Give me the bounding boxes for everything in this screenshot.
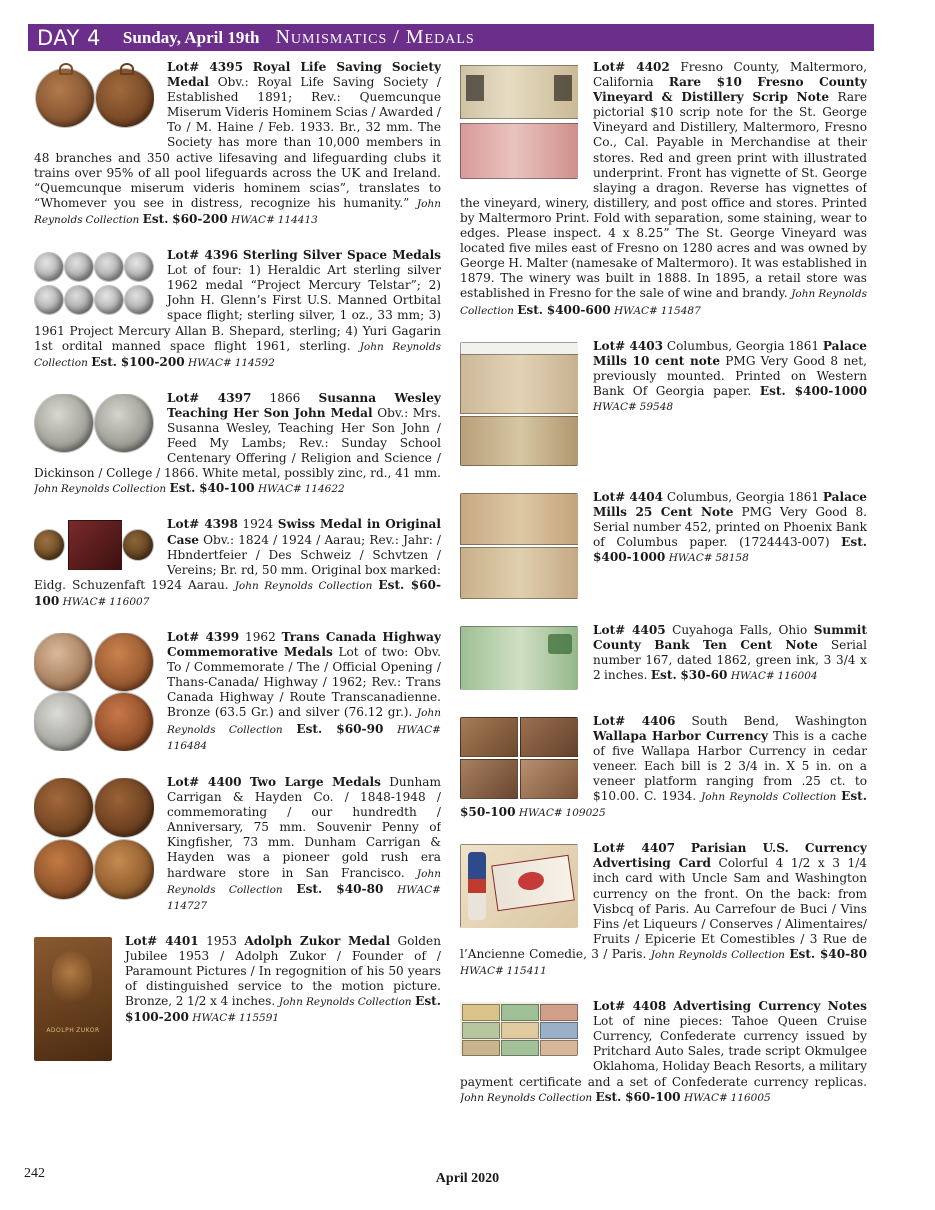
lot-4397-image[interactable]: [34, 394, 154, 454]
lot-hwac: HWAC# 109025: [518, 807, 606, 820]
lot-lead: 1962: [245, 630, 276, 644]
lot-title: Wallapa Harbor Currency: [593, 728, 769, 743]
lot-title: Summit County Bank Ten Cent Note: [593, 622, 867, 652]
lot-desc: This is a cache of five Wallapa Harbor Currency in cedar veneer. Each bill is 2 3/4 in. X 5 in. on a veneer platform ranging from .25 ct. to $10.00. C. 1934.: [593, 728, 867, 804]
lot-4408-image[interactable]: [460, 1002, 578, 1056]
issue-date: April 2020: [435, 1171, 500, 1186]
lot-collection: John Reynolds Collection: [650, 948, 785, 961]
lot-title: Adolph Zukor Medal: [244, 933, 391, 948]
lot-desc: PMG Very Good 8. Serial number 452, printed on Phoenix Bank of Columbus paper. (1724443-007): [593, 504, 867, 549]
lot-hwac: HWAC# 116484: [167, 723, 441, 752]
lot-collection: John Reynolds Collection: [34, 340, 441, 369]
lot-hwac: HWAC# 114727: [167, 883, 441, 912]
lot-number: Lot# 4401: [125, 933, 199, 948]
lot-lead: Columbus, Georgia 1861: [666, 489, 820, 504]
lot-hwac: HWAC# 116004: [730, 669, 818, 682]
lot-number: Lot# 4407: [593, 841, 676, 856]
lot-entry: [460, 999, 867, 1106]
lot-number: Lot# 4404: [593, 489, 664, 504]
lot-entry: [460, 623, 867, 694]
lot-estimate: Est. $50-100: [460, 789, 867, 820]
lot-desc: Lot of nine pieces: Tahoe Queen Cruise Currency, Confederate currency issued by Pritchard Auto Sales, trade script Okmulgee Oklahoma, Holiday Beach Resorts, a military payment certificate and a set of Confederate currency replicas.: [460, 1014, 867, 1089]
lot-number: Lot# 4408: [593, 999, 667, 1014]
lot-number: Lot# 4402: [593, 60, 670, 74]
lot-lead: Columbus, Georgia 1861: [666, 338, 820, 353]
lot-number: Lot# 4400: [167, 775, 242, 789]
lot-title: Two Large Medals: [249, 775, 381, 789]
lot-4399-image[interactable]: [34, 633, 154, 751]
lot-title: Susanna Wesley Teaching Her Son John Medal: [167, 390, 441, 420]
lot-lead: 1953: [206, 933, 237, 948]
lot-title: Palace Mills 25 Cent Note: [593, 489, 867, 519]
lot-collection: John Reynolds Collection: [234, 579, 373, 592]
lot-lead: 1866: [269, 390, 301, 405]
lot-number: Lot# 4397: [167, 390, 252, 405]
lot-desc: Rare pictorial $10 scrip note for the St. George Vineyard and Distillery, Maltermoro, Fresno Co., Cal. Payable in Merchandise at their stores. Red and green print with illustrated underprint. Front has vignette of St. George slaying a dragon. Reverse has vignettes of the vineyard, winery, distillery, and post office and stores. Printed by Maltermoro Print. Fold with separation, some staining, wear to edges. Please inspect. 4 x 8.25” The St. George Vineyard was located five miles east of Fresno on 1280 acres and was owned by George H. Malter (namesake of Maltermoro). It was established in 1879. The winery was built in 1888. In 1895, a retail store was established in Fresno for the sale of wine and brandy.: [460, 90, 867, 301]
lot-entry: [34, 934, 441, 1065]
lot-estimate: Est. $40-100: [169, 481, 255, 496]
lot-entry: [34, 60, 441, 228]
lot-entry: [34, 517, 441, 610]
lot-4404-image[interactable]: [460, 493, 578, 599]
lot-title: Royal Life Saving Society Medal: [167, 60, 441, 90]
lot-collection: John Reynolds Collection: [460, 1091, 593, 1104]
lot-hwac: HWAC# 116005: [683, 1091, 771, 1104]
lot-hwac: HWAC# 114622: [257, 483, 345, 496]
lot-4406-image[interactable]: [460, 717, 578, 799]
lot-entry: [460, 60, 867, 319]
lot-estimate: Est. $400-1000: [593, 534, 867, 564]
lot-collection: John Reynolds Collection: [167, 867, 441, 896]
lot-estimate: Est. $40-80: [789, 946, 867, 961]
lot-4396-image[interactable]: [34, 251, 154, 317]
lot-hwac: HWAC# 59548: [593, 400, 674, 413]
section-header-bar: [28, 24, 874, 51]
plaque-text: ADOLPH ZUKOR: [46, 1026, 100, 1034]
lot-title: Advertising Currency Notes: [673, 999, 867, 1014]
lot-collection: John Reynolds Collection: [167, 707, 441, 736]
left-column: [34, 60, 441, 1085]
section-title: Numismatics / Medals: [275, 26, 475, 48]
day-label: DAY 4: [37, 25, 101, 50]
lot-entry: [460, 339, 867, 470]
lot-lead: South Bend, Washington: [691, 713, 867, 728]
lot-number: Lot# 4395: [167, 60, 244, 74]
lot-entry: [34, 391, 441, 498]
lot-4402-image[interactable]: [460, 63, 578, 179]
lot-entry: [34, 630, 441, 755]
lot-number: Lot# 4403: [593, 338, 664, 353]
lot-number: Lot# 4406: [593, 713, 676, 728]
lot-collection: John Reynolds Collection: [34, 483, 167, 496]
lot-number: Lot# 4399: [167, 630, 240, 644]
lot-lead: 1924: [242, 517, 274, 532]
lot-hwac: HWAC# 115487: [614, 304, 701, 317]
lot-title: Palace Mills 10 cent note: [593, 338, 867, 368]
lot-hwac: HWAC# 114592: [188, 356, 275, 369]
lot-number: Lot# 4396: [167, 248, 239, 263]
lot-estimate: Est. $60-90: [296, 721, 384, 736]
lot-estimate: Est. $400-1000: [759, 383, 867, 398]
lot-lead: Cuyahoga Falls, Ohio: [672, 622, 808, 637]
lot-desc: Obv.: 1824 / 1924 / Aarau; Rev.: Jahr: / Hbndertfeier / Des Schweiz / Schvtzen / Vereins; Br. rd, 50 mm. Original box marked: Eidg. Schuzenfaft 1924 Aarau.: [34, 532, 441, 592]
lot-desc: Golden Jubilee 1953 / Adolph Zukor / Founder of / Paramount Pictures / In regognition of his 50 years of distinguished service to the motion picture. Bronze, 2 1/2 x 4 inches.: [125, 933, 441, 1009]
lot-collection: John Reynolds Collection: [278, 996, 412, 1009]
lot-entry: [34, 775, 441, 914]
lot-4407-image[interactable]: [460, 844, 578, 928]
lot-estimate: Est. $400-600: [517, 302, 611, 317]
lot-entry: [460, 490, 867, 603]
lot-4405-image[interactable]: [460, 626, 578, 690]
lot-4400-image[interactable]: [34, 778, 154, 900]
lot-estimate: Est. $60-100: [595, 1089, 681, 1104]
lot-title: Swiss Medal in Original Case: [167, 517, 441, 547]
lot-desc: Serial number 167, dated 1862, green ink, 3 3/4 x 2 inches.: [593, 637, 867, 682]
lot-hwac: HWAC# 58158: [668, 551, 749, 564]
lot-desc: Dunham Carrigan & Hayden Co. / 1848-1948 / commemorating / our hundredth / Anniversary, 75 mm. Souvenir Penny of Kingfisher, 73 mm. Dunham Carrigan & Hayden was a pioneer gold rush era hardware store in San Francisco.: [167, 775, 441, 880]
lot-number: Lot# 4398: [167, 517, 238, 532]
lot-entry: [460, 841, 867, 979]
lot-desc: Lot of two: Obv. To / Commemorate / The / Official Opening / Thans-Canada/ Highway / 1962; Rev.: Trans Canada Highway / Route Transcanadienne. Bronze (63.5 Gr.) and silver (76.12 gr.).: [167, 645, 441, 720]
lot-title: Parisian U.S. Currency Advertising Card: [593, 841, 867, 871]
lot-collection: John Reynolds Collection: [34, 197, 441, 226]
page-number: 242: [24, 1166, 45, 1181]
lot-4395-image[interactable]: [34, 63, 154, 133]
lot-estimate: Est. $100-200: [125, 994, 441, 1025]
lot-lead: Fresno County, Maltermoro, California: [593, 60, 867, 90]
lot-hwac: HWAC# 114413: [231, 213, 318, 226]
lot-title: Rare $10 Fresno County Vineyard & Distillery Scrip Note: [593, 75, 867, 105]
lot-entry: [34, 248, 441, 371]
lot-estimate: Est. $60-100: [34, 577, 441, 608]
right-column: [460, 60, 867, 1126]
lot-hwac: HWAC# 115591: [192, 1012, 280, 1025]
lot-estimate: Est. $30-60: [650, 667, 728, 682]
lot-title: Trans Canada Highway Commemorative Medals: [167, 630, 441, 660]
lot-desc: Obv.: Royal Life Saving Society / Established 1891; Rev.: Quemcunque Miserum Videris Hominem Scias / Awarded / To / M. Haine / Feb. 1933. Br., 32 mm. The Society has more than 10,000 members in 48 branches and 350 active lifesaving and lifeguarding clubs it trains over 95% of all pool lifeguards across the UK and Ireland. “Quemcunque miserum videris hominem scias”, translates to “Whomever you see in distress, recognize his humanity.”: [34, 75, 441, 210]
lot-estimate: Est. $60-200: [142, 211, 228, 226]
lot-desc: Colorful 4 1/2 x 3 1/4 inch card with Uncle Sam and Washington currency on the front. On the back: from Visbcq of Paris. Au Carrefour de Buci / Vins Fins /et Liqueurs / Conserves / Alimentaires/ Fruits / Epicerie Et Comestibles / 3 Rue de l’Ancienne Comedie, 3 / Paris.: [460, 856, 867, 961]
date-label: Sunday, April 19th: [122, 27, 260, 47]
lot-4403-image[interactable]: [460, 342, 578, 466]
lot-desc: PMG Very Good 8 net, previously mounted. Printed on Western Bank Of Georgia paper.: [593, 353, 867, 398]
lot-collection: John Reynolds Collection: [701, 791, 837, 804]
lot-title: Sterling Silver Space Medals: [242, 248, 441, 263]
lot-number: Lot# 4405: [593, 622, 666, 637]
lot-estimate: Est. $100-200: [91, 354, 185, 369]
lot-collection: John Reynolds Collection: [460, 288, 867, 317]
lot-hwac: HWAC# 115411: [460, 965, 547, 977]
lot-estimate: Est. $40-80: [296, 881, 384, 896]
lot-entry: [460, 714, 867, 822]
lot-4401-image[interactable]: [34, 937, 112, 1061]
lot-desc: Lot of four: 1) Heraldic Art sterling silver 1962 medal “Project Mercury Telstar”; 2) John H. Glenn’s First U.S. Manned Ortbital space flight; sterling silver, 1 oz., 33 mm; 3) 1961 Project Mercury Allan B. Shepard, sterling; 4) Yuri Gagarin 1st ordital manned space flight 1961, sterling.: [34, 263, 441, 353]
lot-hwac: HWAC# 116007: [62, 595, 150, 608]
lot-desc: Obv.: Mrs. Susanna Wesley, Teaching Her Son John / Feed My Lambs; Rev.: Sunday School Centenary Offering / Religion and Science / Dickinson / College / 1866. White metal, possibly zinc, rd., 41 mm.: [34, 405, 441, 481]
lot-4398-image[interactable]: [34, 520, 154, 570]
